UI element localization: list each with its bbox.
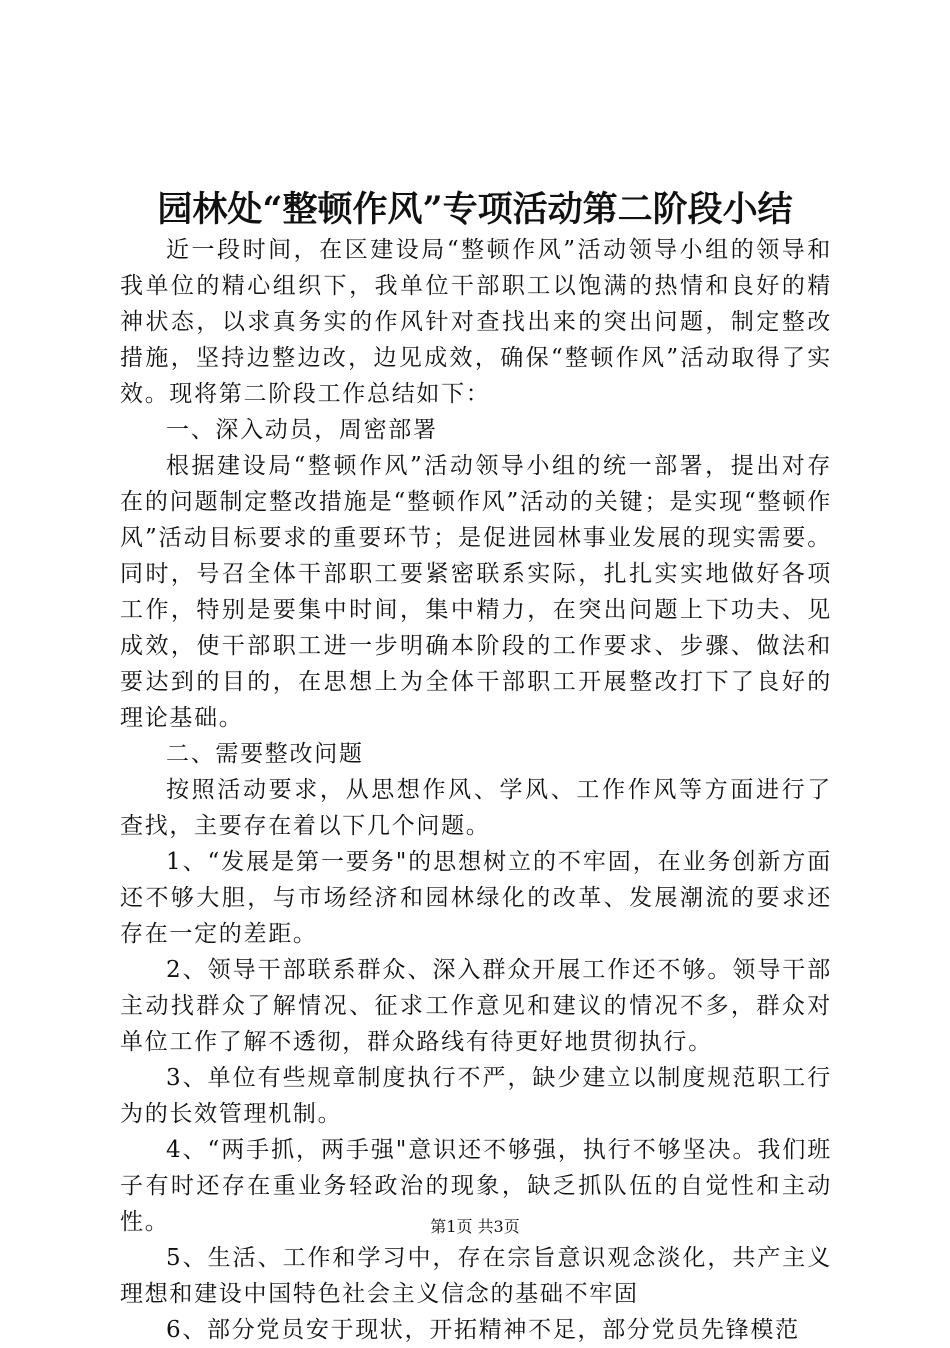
section-heading-2: 二、需要整改问题 [166,741,364,767]
problem-item-6: 6、部分党员安于现状，开拓精神不足，部分党员先锋模范 [166,1317,800,1343]
document-body [120,232,832,1348]
intro-paragraph: 近一段时间，在区建设局“整顿作风”活动领导小组的领导和我单位的精心组织下，我单位干部职工以饱满的热情和良好的精神状态，以求真务实的作风针对查找出来的突出问题，制定整改措施，坚持边整边改，边见成效，确保“整顿作风”活动取得了实效。现将第二阶段工作总结如下： [120,237,832,407]
section-1-paragraph: 根据建设局“整顿作风”活动领导小组的统一部署，提出对存在的问题制定整改措施是“整顿作风”活动的关键；是实现“整顿作风”活动目标要求的重要环节；是促进园林事业发展的现实需要。同时，号召全体干部职工要紧密联系实际，扎扎实实地做好各项工作，特别是要集中时间，集中精力，在突出问题上下功夫、见成效，使干部职工进一步明确本阶段的工作要求、步骤、做法和要达到的目的，在思想上为全体干部职工开展整改打下了良好的理论基础。 [120,453,832,731]
section-2-intro: 按照活动要求，从思想作风、学风、工作作风等方面进行了查找，主要存在着以下几个问题。 [120,777,832,839]
document-title: 园林处“整顿作风”专项活动第二阶段小结 [157,189,793,230]
problem-item-3: 3、单位有些规章制度执行不严，缺少建立以制度规范职工行为的长效管理机制。 [120,1065,832,1127]
problem-item-5: 5、生活、工作和学习中，存在宗旨意识观念淡化，共产主义理想和建设中国特色社会主义信念的基础不牢固 [120,1245,832,1307]
problem-item-1: 1、“发展是第一要务"的思想树立的不牢固，在业务创新方面还不够大胆，与市场经济和园林绿化的改革、发展潮流的要求还存在一定的差距。 [120,849,832,947]
problem-item-4: 4、“两手抓，两手强"意识还不够强，执行不够坚决。我们班子有时还存在重业务轻政治的现象，缺乏抓队伍的自觉性和主动性。 [120,1137,832,1235]
problem-item-2: 2、领导干部联系群众、深入群众开展工作还不够。领导干部主动找群众了解情况、征求工作意见和建议的情况不多，群众对单位工作了解不透彻，群众路线有待更好地贯彻执行。 [120,957,832,1055]
section-heading-1: 一、深入动员，周密部署 [166,417,438,443]
page-number-footer: 第1页 共3页 [430,1217,520,1236]
